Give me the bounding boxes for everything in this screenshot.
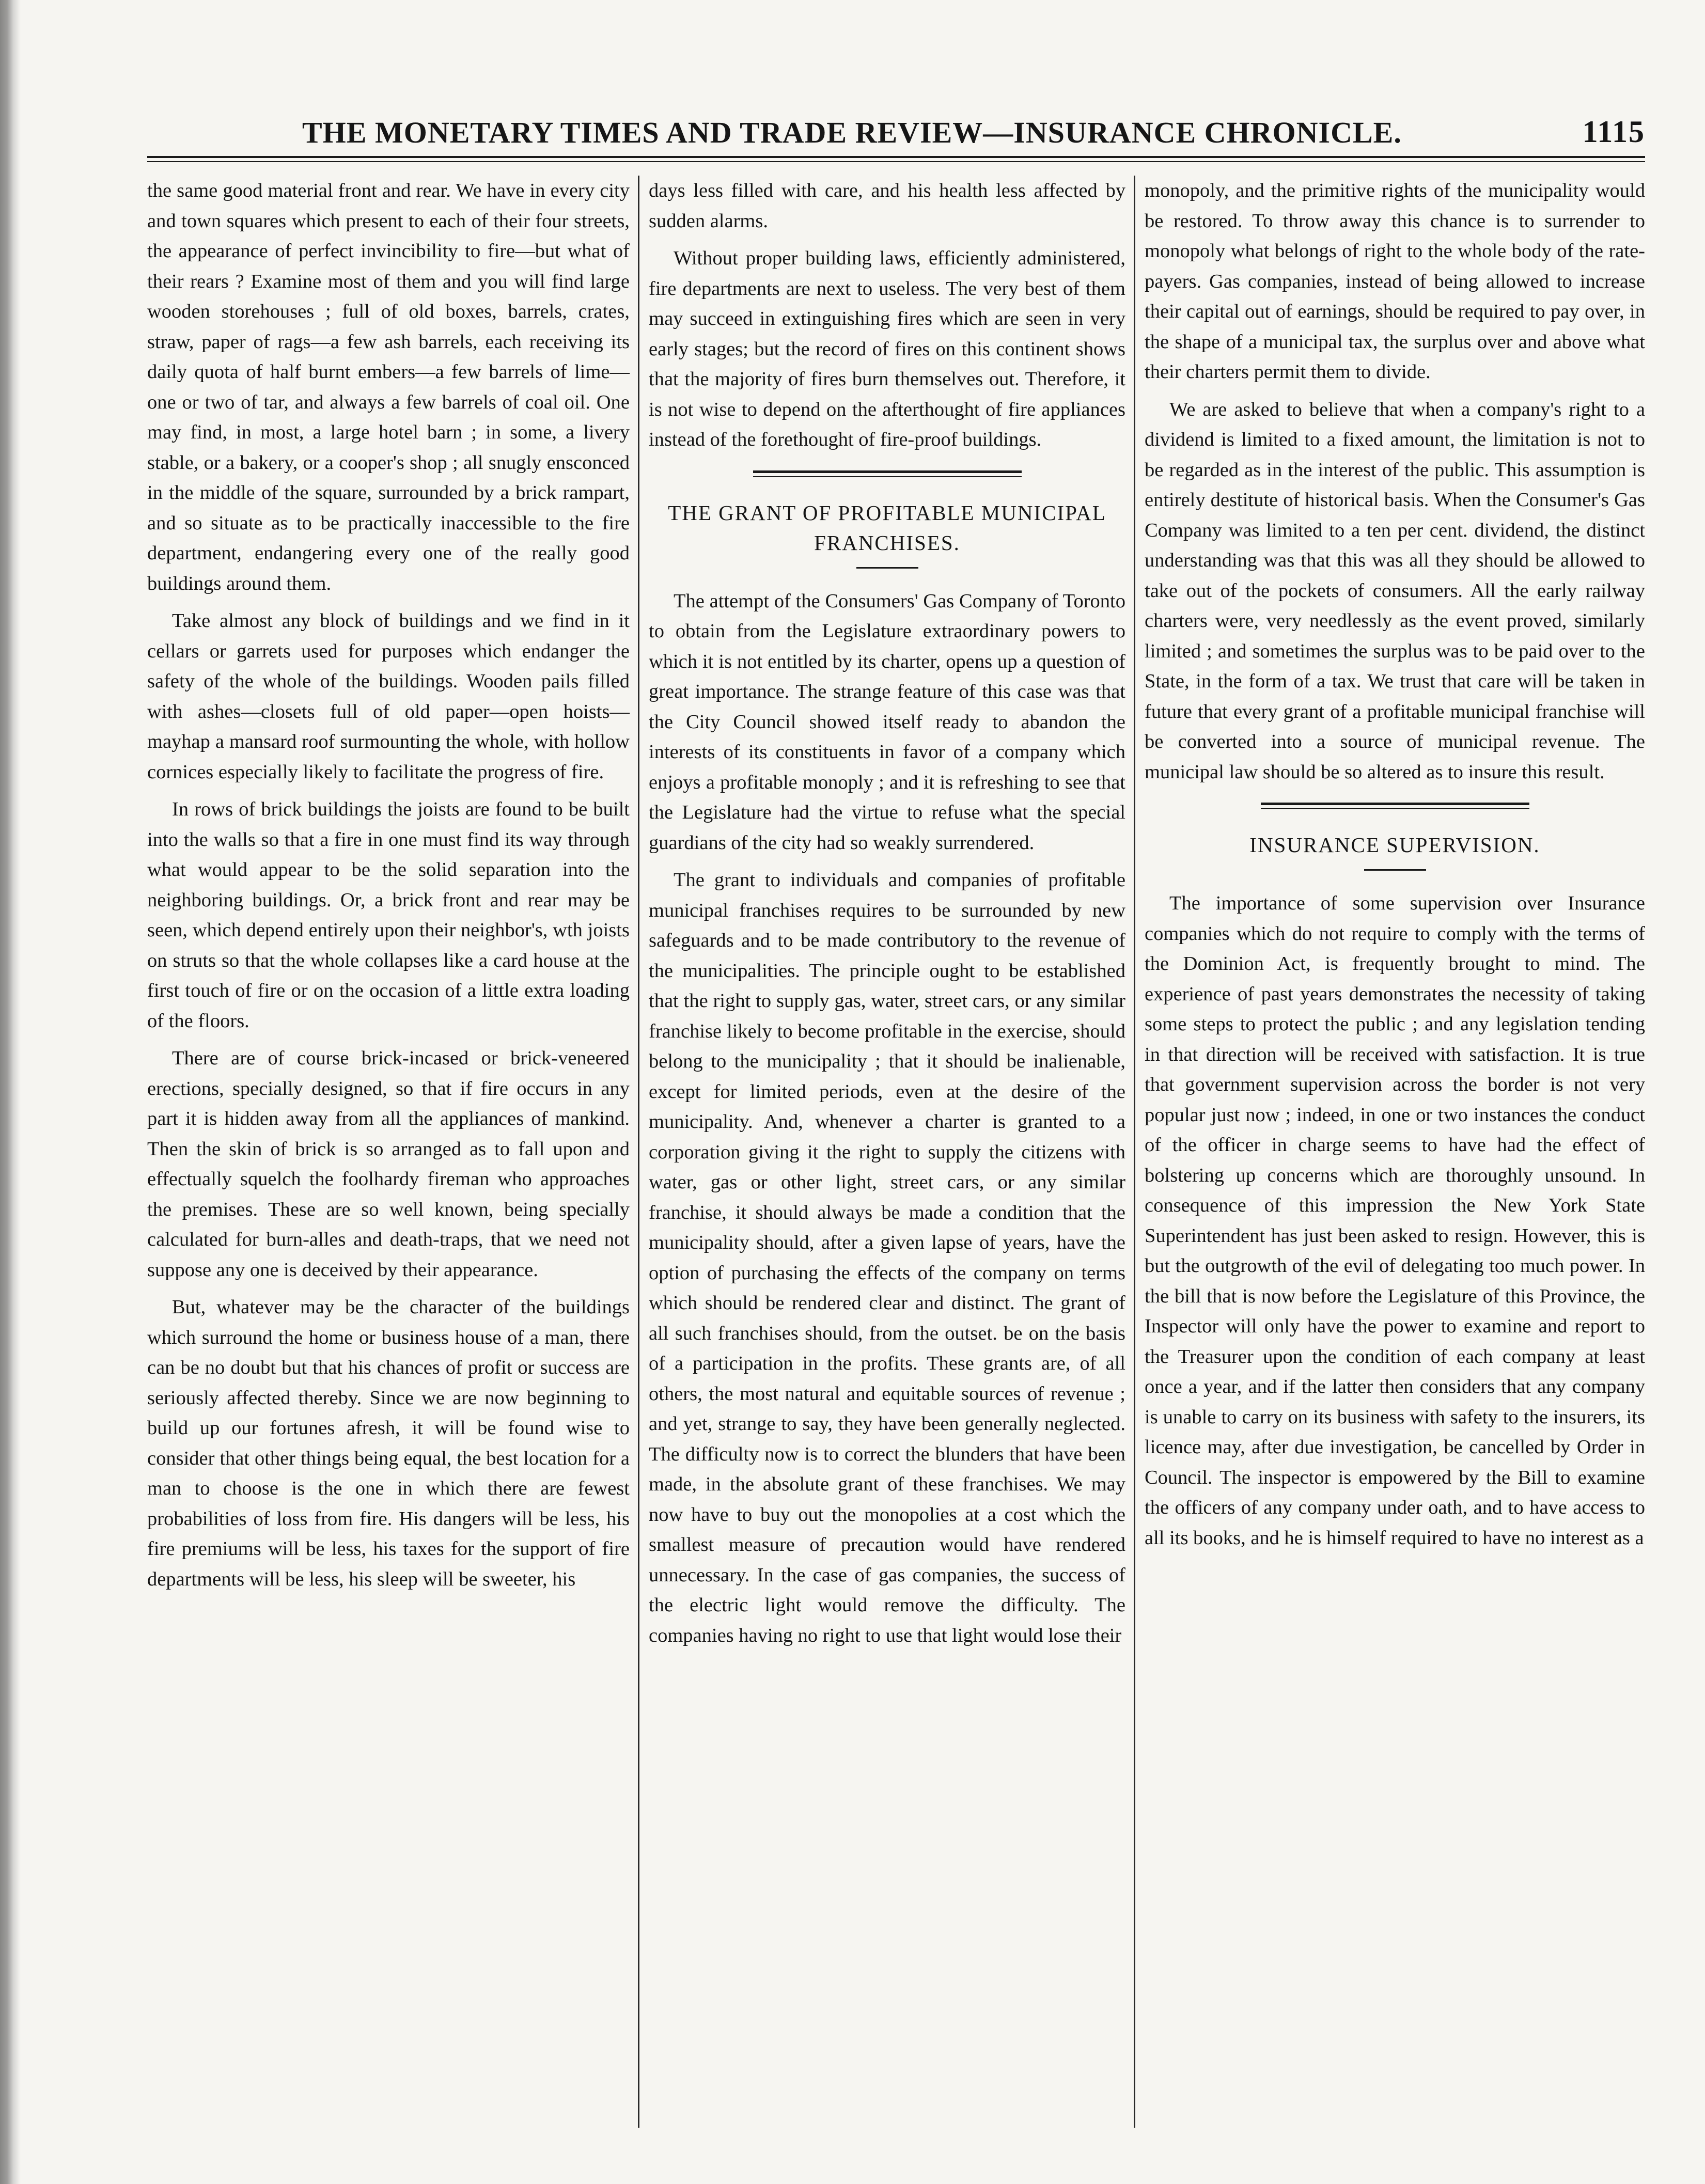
paragraph: But, whatever may be the character of the buildings which surround the home or business house of a man, there can be no doubt but that his chances of profit or success are seriously affected thereby. Since we are now beginning to build up our fortunes afresh, it will be found wise to consider that other things being equal, the best location for a man to choose is the one in which there are fewest probabilities of loss from fire. His dangers will be less, his fire premiums will be less, his taxes for the support of fire departments will be less, his sleep will be sweeter, his: [147, 1296, 630, 1590]
paragraph: days less filled with care, and his health less affected by sudden alarms.: [649, 180, 1125, 232]
title-underline: [1364, 869, 1426, 871]
section-divider: [1261, 803, 1529, 809]
section-title-franchises: THE GRANT OF PROFITABLE MUNICIPAL FRANCHISES.: [668, 500, 1106, 555]
paragraph: There are of course brick-incased or brick-veneered erections, specially designed, so that if fire occurs in any part it is hidden away from all the appliances of mankind. Then the skin of brick is so arranged as to fall upon and effectually squelch the foolhardy fireman who approaches the premises. These are so well known, being specially calculated for burn-alles and death-traps, that we need not suppose any one is deceived by their appearance.: [147, 1047, 630, 1281]
section-divider: [753, 470, 1022, 477]
paragraph: We are asked to believe that when a company's right to a dividend is limited to a fixed amount, the limitation is not to be regarded as in the interest of the public. This assumption is entirely destitute of historical basis. When the Consumer's Gas Company was limited to a ten per cent. dividend, the distinct understanding was that this was all they should be allowed to take out of the pockets of consumers. All the early railway charters were, very needlessly as the event proved, similarly limited ; and sometimes the surplus was to be paid over to the State, in the form of a tax. We trust that care will be taken in future that every grant of a profitable municipal franchise will be converted into a source of municipal revenue. The municipal law should be so altered as to insure this result.: [1145, 398, 1645, 783]
section-title-insurance-supervision: INSURANCE SUPERVISION.: [1249, 833, 1540, 857]
scan-edge-shadow: [0, 0, 21, 2184]
paragraph: The importance of some supervision over Insurance companies which do not require to comply with the terms of the Dominion Act, is frequently brought to mind. The experience of past years demonstrates the necessity of taking some steps to protect the public ; and any legislation tending in that direction will be received with satisfaction. It is true that government supervision across the border is not very popular just now ; indeed, in one or two instances the conduct of the officer in charge seems to have had the effect of bolstering up concerns which are thoroughly unsound. In consequence of this impression the New York State Superintendent has just been asked to resign. However, this is but the outgrowth of the evil of delegating too much power. In the bill that is now before the Legislature of this Province, the Inspector will only have the power to examine and report to the Treasurer upon the condition of each company at least once a year, and if the latter then considers that any company is unable to carry on its business with safety to the insurers, its licence may, after due investigation, be cancelled by Order in Council. The inspector is empowered by the Bill to examine the officers of any company under oath, and to have access to all its books, and he is himself required to have no interest as a: [1145, 892, 1645, 1549]
paragraph: The grant to individuals and companies of profitable municipal franchises requires to be surrounded by new safeguards and to be made contributory to the revenue of the municipalities. The principle ought to be established that the right to supply gas, water, street cars, or any similar franchise likely to become profitable in the exercise, should belong to the municipality ; that it should be inalienable, except for limited periods, even at the desire of the municipality. And, whenever a charter is granted to a corporation giving it the right to supply the citizens with water, gas or other light, street cars, or any similar franchise, it should always be made a condition that the municipality should, after a given lapse of years, have the option of purchasing the effects of the company on terms which should be rendered clear and distinct. The grant of all such franchises should, from the outset. be on the basis of a participation in the profits. These grants are, of all others, the most natural and equitable sources of revenue ; and yet, strange to say, they have been generally neglected. The difficulty now is to correct the blunders that have been made, in the absolute grant of these franchises. We may now have to buy out the monopolies at a cost which the smallest measure of precaution would have rendered unnecessary. In the case of gas companies, the success of the electric light would remove the difficulty. The companies having no right to use that light would lose their: [649, 869, 1125, 1646]
paragraph: monopoly, and the primitive rights of the municipality would be restored. To throw away this chance is to surrender to monopoly what belongs of right to the whole body of the rate-payers. Gas companies, instead of being allowed to increase their capital out of earnings, should be required to pay over, in the shape of a municipal tax, the surplus over and above what their charters permit them to divide.: [1145, 180, 1645, 383]
paragraph: Without proper building laws, efficiently administered, fire departments are next to useless. The very best of them may succeed in extinguishing fires which are seen in very early stages; but the record of fires on this continent shows that the majority of fires burn themselves out. Therefore, it is not wise to depend on the afterthought of fire appliances instead of the forethought of fire-proof buildings.: [649, 247, 1125, 450]
page-header: [147, 93, 1645, 150]
header-title: THE MONETARY TIMES AND TRADE REVIEW—INSURANCE CHRONICLE.: [302, 116, 1402, 149]
column-1: [147, 176, 638, 2128]
page-number: 1115: [1582, 115, 1645, 149]
title-underline: [856, 567, 918, 569]
column-3: [1134, 176, 1645, 2128]
paragraph: the same good material front and rear. We have in every city and town squares which present to each of their four streets, the appearance of perfect invincibility to fire—but what of their rears ? Examine most of them and you will find large wooden storehouses ; full of old boxes, barrels, crates, straw, paper of rags—a few ash barrels, each receiving its daily quota of half burnt embers—a few barrels of lime—one or two of tar, and always a few barrels of coal oil. One may find, in most, a large hotel barn ; in some, a livery stable, or a bakery, or a cooper's shop ; all snugly ensconced in the middle of the square, surrounded by a brick rampart, and so situate as to be practically inaccessible to the fire department, endangering every one of the really good buildings around them.: [147, 180, 630, 594]
column-2: [638, 176, 1134, 2128]
header-rule: [147, 156, 1645, 158]
article-columns: [147, 176, 1645, 2128]
paragraph: The attempt of the Consumers' Gas Company of Toronto to obtain from the Legislature extraordinary powers to which it is not entitled by its charter, opens up a question of great importance. The strange feature of this case was that the City Council showed itself ready to abandon the interests of its constituents in favor of a company which enjoys a profitable monoply ; and it is refreshing to see that the Legislature had the virtue to refuse what the special guardians of the city had so weakly surrendered.: [649, 590, 1125, 854]
header-rule-thin: [147, 161, 1645, 162]
newspaper-page: [147, 93, 1645, 2138]
paragraph: In rows of brick buildings the joists are found to be built into the walls so that a fire in one must find its way through what would appear to be the solid separation into the neighboring buildings. Or, a brick front and rear may be seen, which depend entirely upon their neighbor's, wth joists on struts so that the whole collapses like a card house at the first touch of fire or on the occasion of a little extra loading of the floors.: [147, 798, 630, 1032]
paragraph: Take almost any block of buildings and we find in it cellars or garrets used for purposes which endanger the safety of the whole of the buildings. Wooden pails filled with ashes—closets full of old paper—open hoists—mayhap a mansard roof surmounting the whole, with hollow cornices especially likely to facilitate the progress of fire.: [147, 610, 630, 783]
